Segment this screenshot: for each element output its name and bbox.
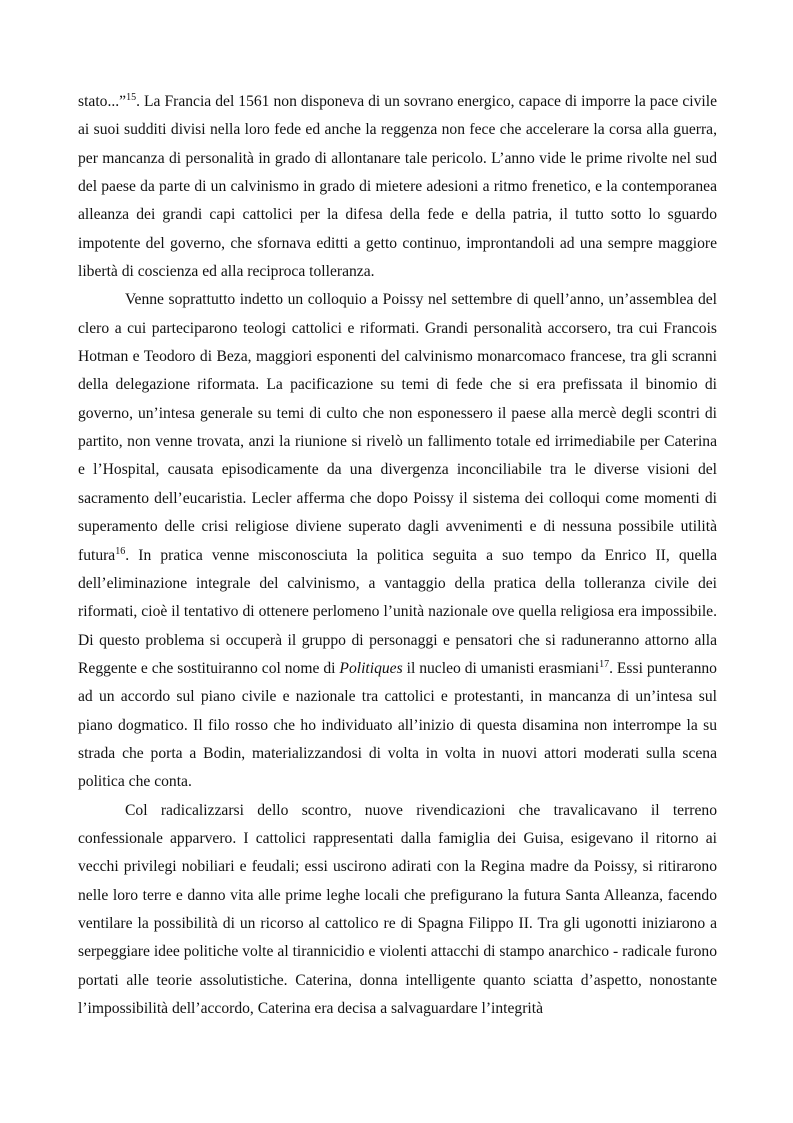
paragraph-1 bbox=[78, 88, 717, 286]
paragraph-3 bbox=[78, 797, 717, 1024]
document-page bbox=[78, 88, 717, 1023]
footnote-marker-17[interactable]: 17 bbox=[599, 658, 610, 670]
footnote-marker-15[interactable]: 15 bbox=[126, 92, 137, 103]
paragraph-2 bbox=[78, 286, 717, 796]
paragraph-3-text: Col radicalizzarsi dello scontro, nuove rivendicazioni che travalicavano il terreno confessionale apparvero. I cattolici rappresentati dalla famiglia dei Guisa, esigevano il ritorno ai vecchi privilegi nobiliari e feudali; essi uscirono adirati con la Regina madre da Poissy, si ritirarono nelle loro terre e danno vita alle prime leghe locali che prefigurano la futura Santa Alleanza, facendo ventilare la possibilità di un ricorso al cattolico re di Spagna Filippo II. Tra gli ugonotti iniziarono a serpeggiare idee politiche volte al tirannicidio e violenti attacchi di stampo anarchico - radicale furono portati alle teorie assolutistiche. Caterina, donna intelligente quanto sciatta d’aspetto, nonostante l’impossibilità dell’accordo, Caterina era decisa a salvaguardare l’integrità bbox=[78, 801, 717, 1017]
paragraph-2-text-c: il nucleo di umanisti erasmiani bbox=[402, 659, 600, 677]
paragraph-2-text-b: . In pratica venne misconosciuta la politica seguita a suo tempo da Enrico II, quella dell’eliminazione integrale del calvinismo, a vantaggio della pratica della tolleranza civile dei riformati, cioè il tentativo di ottenere perlomeno l’unità nazionale ove quella religiosa era impossibile. Di questo problema si occuperà il gruppo di personaggi e pensatori che si raduneranno attorno alla Reggente e che sostituiranno col nome di bbox=[78, 546, 717, 677]
politiques-italic-term: Politiques bbox=[339, 659, 403, 677]
paragraph-2-text-d: . Essi punteranno ad un accordo sul piano civile e nazionale tra cattolici e protestanti, in mancanza di un’intesa sul piano dogmatico. Il filo rosso che ho individuato all’inizio di questa disamina non interrompe la su strada che porta a Bodin, materializzandosi di volta in volta in nuovi attori moderati sulla scena politica che conta. bbox=[78, 659, 717, 791]
paragraph-2-text-a: Venne soprattutto indetto un colloquio a Poissy nel settembre di quell’anno, un’assemblea del clero a cui parteciparono teologi cattolici e riformati. Grandi personalità accorsero, tra cui Francois Hotman e Teodoro di Beza, maggiori esponenti del calvinismo monarcomaco francese, tra gli scranni della delegazione riformata. La pacificazione su temi di fede che si era prefissata il binomio di governo, un’intesa generale su temi di culto che non esponessero il paese alla mercè degli scontri di partito, non venne trovata, anzi la riunione si rivelò un fallimento totale ed irrimediabile per Caterina e l’Hospital, causata episodicamente da una divergenza inconciliabile tra le diverse visioni del sacramento dell’eucaristia. Lecler afferma che dopo Poissy il sistema dei colloqui come momenti di superamento delle crisi religiose diviene superato dagli avvenimenti e di nessuna possibile utilità futura bbox=[78, 291, 717, 564]
paragraph-1-text-b: . La Francia del 1561 non disponeva di un sovrano energico, capace di imporre la pace civile ai suoi sudditi divisi nella loro fede ed anche la reggenza non fece che accelerare la corsa alla guerra, per mancanza di personalità in grado di allontanare tale pericolo. L’anno vide le prime rivolte nel sud del paese da parte di un calvinismo in grado di mietere adesioni a ritmo frenetico, e la contemporanea alleanza dei grandi capi cattolici per la difesa della fede e della patria, il tutto sotto lo sguardo impotente del governo, che sfornava editti a getto continuo, improntandoli ad una sempre maggiore libertà di coscienza ed alla reciproca tolleranza. bbox=[78, 93, 717, 281]
footnote-marker-16[interactable]: 16 bbox=[115, 545, 126, 557]
paragraph-1-text-a: stato...” bbox=[78, 93, 127, 110]
